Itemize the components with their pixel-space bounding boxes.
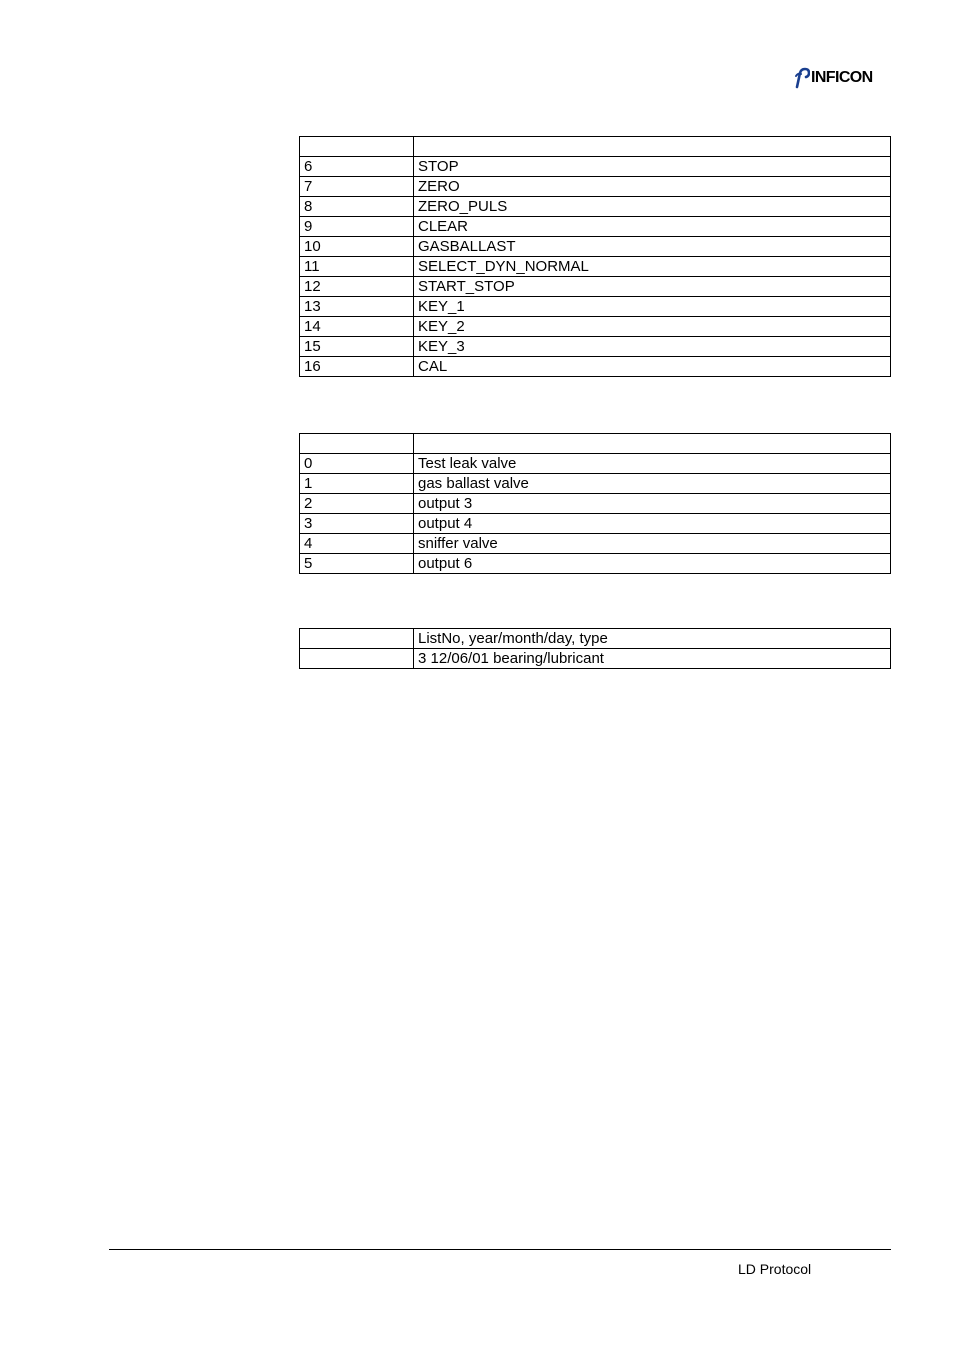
- command-table: [299, 136, 891, 377]
- table-row: [300, 197, 891, 217]
- table-row: [300, 357, 891, 377]
- logo-text: INFICON: [811, 69, 873, 86]
- table-cell: GASBALLAST: [414, 237, 891, 257]
- table-cell: output 6: [414, 554, 891, 574]
- table-row: [300, 237, 891, 257]
- table-cell: 7: [300, 177, 414, 197]
- table-cell: 14: [300, 317, 414, 337]
- table-cell: 16: [300, 357, 414, 377]
- table-cell: KEY_3: [414, 337, 891, 357]
- table-row: [300, 277, 891, 297]
- table-row: [300, 337, 891, 357]
- table-cell: 9: [300, 217, 414, 237]
- footer-divider: [109, 1249, 891, 1250]
- table-cell: ZERO_PULS: [414, 197, 891, 217]
- table-row: [300, 494, 891, 514]
- table-cell: ZERO: [414, 177, 891, 197]
- table-cell: output 3: [414, 494, 891, 514]
- table-cell: 11: [300, 257, 414, 277]
- table-cell: 4: [300, 534, 414, 554]
- table-row: [300, 297, 891, 317]
- table-cell: 3: [300, 514, 414, 534]
- footer-text: LD Protocol: [738, 1261, 812, 1277]
- table-cell: STOP: [414, 157, 891, 177]
- table-cell: sniffer valve: [414, 534, 891, 554]
- table-cell: START_STOP: [414, 277, 891, 297]
- table-header-row: [300, 434, 891, 454]
- table-cell: CAL: [414, 357, 891, 377]
- table-header-cell: [414, 434, 891, 454]
- table-cell: CLEAR: [414, 217, 891, 237]
- table-row: [300, 514, 891, 534]
- table-cell: 10: [300, 237, 414, 257]
- table-row: [300, 217, 891, 237]
- table-row: [300, 629, 891, 649]
- table-header-cell: [414, 137, 891, 157]
- table-cell: [300, 629, 414, 649]
- table-cell: 5: [300, 554, 414, 574]
- table-row: [300, 474, 891, 494]
- table-header-cell: [300, 434, 414, 454]
- table-cell: 6: [300, 157, 414, 177]
- table-row: [300, 649, 891, 669]
- table-row: [300, 554, 891, 574]
- table-row: [300, 317, 891, 337]
- table-cell: 8: [300, 197, 414, 217]
- table-cell: ListNo, year/month/day, type: [414, 629, 891, 649]
- inficon-logo: [794, 66, 873, 90]
- table-header-cell: [300, 137, 414, 157]
- table-cell: output 4: [414, 514, 891, 534]
- table-cell: Test leak valve: [414, 454, 891, 474]
- table-cell: 0: [300, 454, 414, 474]
- table-row: [300, 257, 891, 277]
- table-row: [300, 454, 891, 474]
- table-cell: 3 12/06/01 bearing/lubricant: [414, 649, 891, 669]
- table-cell: 1: [300, 474, 414, 494]
- table-row: [300, 177, 891, 197]
- maintenance-list-table: [299, 628, 891, 669]
- output-table: [299, 433, 891, 574]
- table-cell: [300, 649, 414, 669]
- table-header-row: [300, 137, 891, 157]
- table-cell: KEY_1: [414, 297, 891, 317]
- table-cell: KEY_2: [414, 317, 891, 337]
- table-cell: gas ballast valve: [414, 474, 891, 494]
- table-cell: 13: [300, 297, 414, 317]
- table-row: [300, 157, 891, 177]
- inficon-logo-icon: [794, 67, 810, 89]
- table-cell: 15: [300, 337, 414, 357]
- table-cell: 2: [300, 494, 414, 514]
- table-cell: 12: [300, 277, 414, 297]
- table-row: [300, 534, 891, 554]
- table-cell: SELECT_DYN_NORMAL: [414, 257, 891, 277]
